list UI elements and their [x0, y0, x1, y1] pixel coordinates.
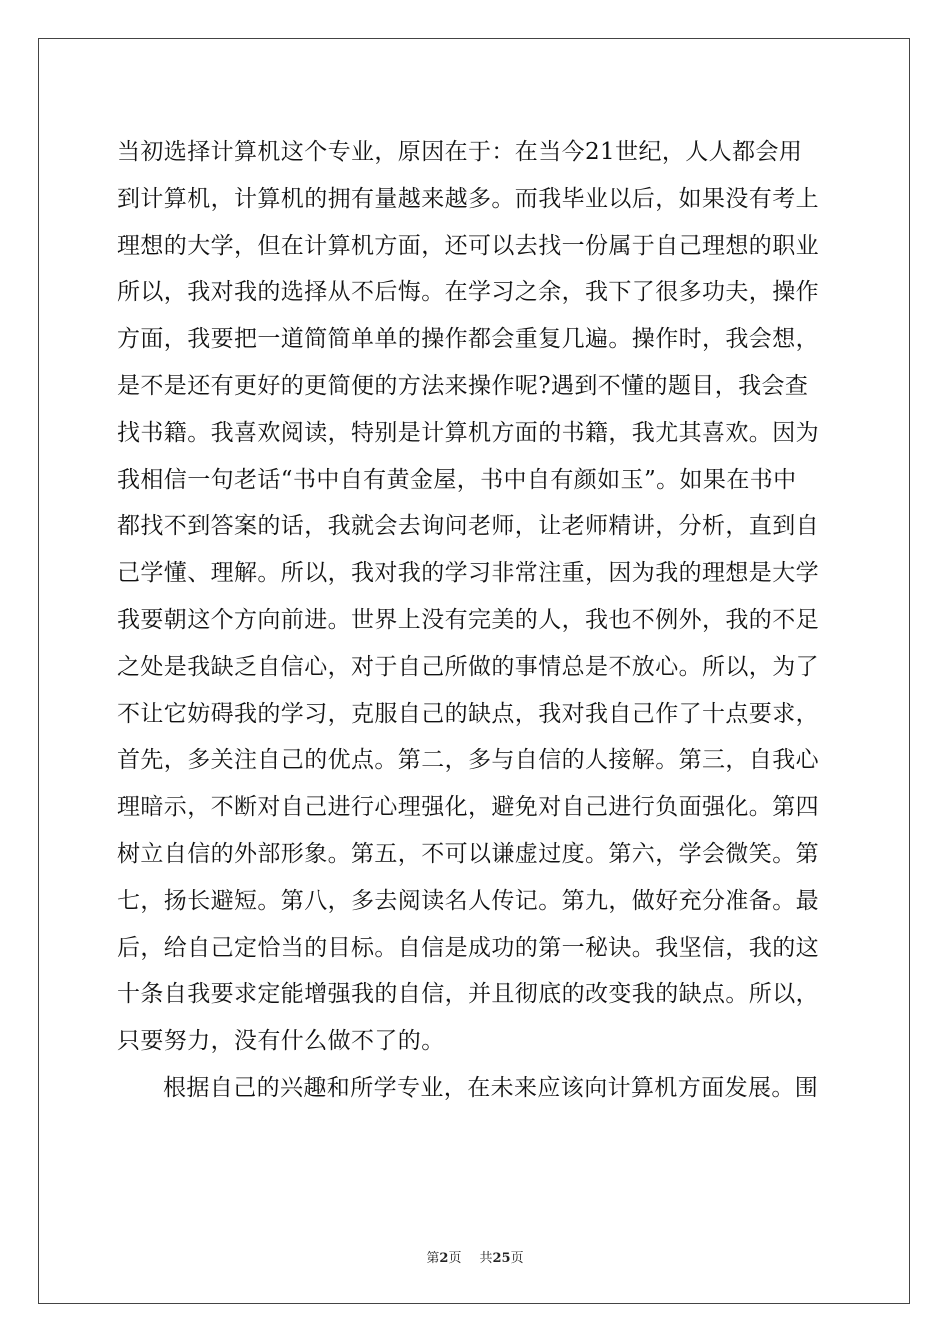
- text-line: 树立自信的外部形象。第五，不可以谦虚过度。第六，学会微笑。第: [117, 840, 819, 867]
- paragraph-start-line: 根据自己的兴趣和所学专业，在未来应该向计算机方面发展。围: [163, 1074, 819, 1101]
- text-line: 都找不到答案的话，我就会去询问老师，让老师精讲，分析，直到自: [117, 513, 819, 540]
- text-line: 己学懂、理解。所以，我对我的学习非常注重，因为我的理想是大学: [117, 560, 819, 587]
- text-line: 是不是还有更好的更简便的方法来操作呢?遇到不懂的题目，我会查: [117, 372, 809, 399]
- page-suffix: 页: [448, 1251, 462, 1266]
- text-line: 后，给自己定恰当的目标。自信是成功的第一秘诀。我坚信，我的这: [117, 934, 819, 961]
- text-line: 所以，我对我的选择从不后悔。在学习之余，我下了很多功夫，操作: [117, 279, 819, 306]
- text-line: 我要朝这个方向前进。世界上没有完美的人，我也不例外，我的不足: [117, 606, 819, 633]
- text-line: 我相信一句老话“书中自有黄金屋，书中自有颜如玉”。如果在书中: [117, 466, 797, 493]
- document-body: [117, 129, 837, 1112]
- text-line: 不让它妨碍我的学习，克服自己的缺点，我对我自己作了十点要求，: [117, 700, 819, 727]
- total-suffix: 页: [510, 1251, 524, 1266]
- text-line: 十条自我要求定能增强我的自信，并且彻底的改变我的缺点。所以，: [117, 981, 819, 1008]
- text-line: 理想的大学，但在计算机方面，还可以去找一份属于自己理想的职业: [117, 232, 819, 259]
- text-line: 找书籍。我喜欢阅读，特别是计算机方面的书籍，我尤其喜欢。因为: [117, 419, 819, 446]
- text-line: 当初选择计算机这个专业，原因在于：在当今21世纪，人人都会用: [117, 139, 803, 165]
- text-line: 之处是我缺乏自信心，对于自己所做的事情总是不放心。所以，为了: [117, 653, 819, 680]
- text-line: 理暗示，不断对自己进行心理强化，避免对自己进行负面强化。第四: [117, 794, 819, 821]
- page-footer: [0, 1247, 950, 1266]
- page-prefix: 第: [426, 1251, 440, 1266]
- text-line: 方面，我要把一道简简单单的操作都会重复几遍。操作时，我会想，: [117, 326, 819, 353]
- page-number: 2: [439, 1251, 449, 1266]
- total-pages: 25: [492, 1251, 511, 1266]
- text-line: 首先，多关注自己的优点。第二，多与自信的人接解。第三，自我心: [117, 747, 819, 774]
- text-line: 只要努力，没有什么做不了的。: [117, 1028, 445, 1055]
- text-line: 到计算机，计算机的拥有量越来越多。而我毕业以后，如果没有考上: [117, 185, 819, 212]
- total-prefix: 共: [479, 1251, 493, 1266]
- text-line: 七，扬长避短。第八，多去阅读名人传记。第九，做好充分准备。最: [117, 887, 819, 914]
